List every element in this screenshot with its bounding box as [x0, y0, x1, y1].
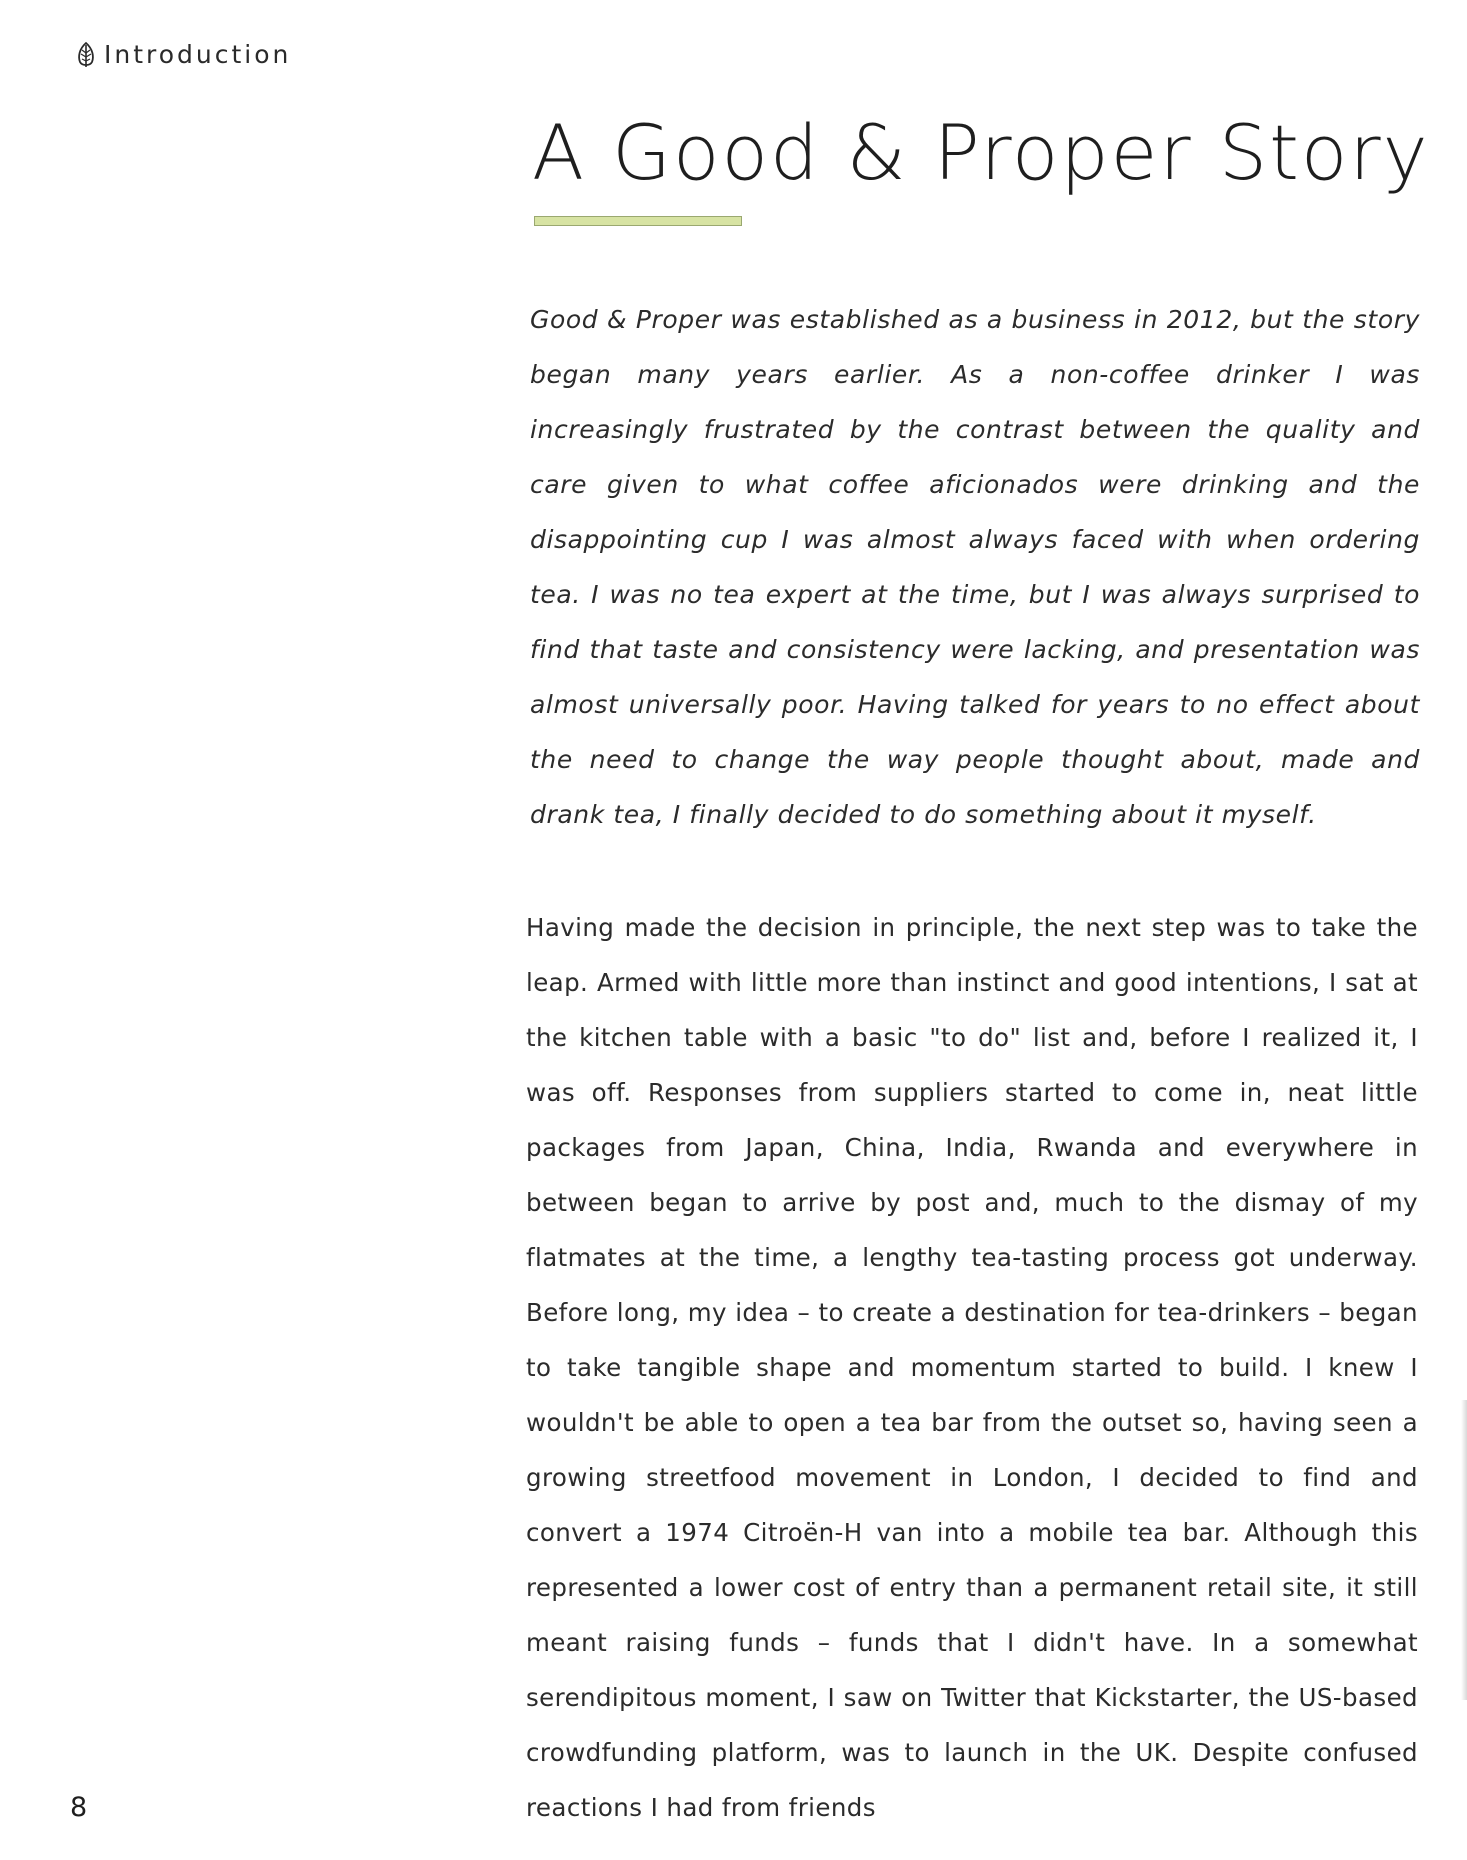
- page-number: 8: [70, 1792, 88, 1823]
- intro-paragraph: Good & Proper was established as a business in 2012, but the story began many years earlier. As a non-coffee drinker I was increasingly frustrated by the contrast between the quality and care given to what coffee aficionados were drinking and the disappointing cup I was almost always faced with when ordering tea. I was no tea expert at the time, but I was always surprised to find that taste and consistency were lacking, and presentation was almost universally poor. Having talked for years to no effect about the need to change the way people thought about, made and drank tea, I finally decided to do something about it myself.: [530, 305, 1420, 829]
- title-underline: [534, 216, 742, 226]
- section-label: Introduction: [104, 40, 292, 69]
- page-edge-shadow: [1461, 1400, 1467, 1700]
- running-head: [76, 40, 291, 69]
- page-title: A Good & Proper Story: [532, 108, 1430, 197]
- body-paragraph: Having made the decision in principle, the next step was to take the leap. Armed with little more than instinct and good intentions, I sat at the kitchen table with a basic "to do" list and, before I realized it, I was off. Responses from suppliers started to come in, neat little packages from Japan, China, India, Rwanda and everywhere in between began to arrive by post and, much to the dismay of my flatmates at the time, a lengthy tea-tasting process got underway. Before long, my idea – to create a destination for tea-drinkers – began to take tangible shape and momentum started to build. I knew I wouldn't be able to open a tea bar from the outset so, having seen a growing streetfood movement in London, I decided to find and convert a 1974 Citroën-H van into a mobile tea bar. Although this represented a lower cost of entry than a permanent retail site, it still meant raising funds – funds that I didn't have. In a somewhat serendipitous moment, I saw on Twitter that Kickstarter, the US-based crowdfunding platform, was to launch in the UK. Despite confused reactions I had from friends: [526, 913, 1418, 1822]
- leaf-icon: [76, 41, 96, 69]
